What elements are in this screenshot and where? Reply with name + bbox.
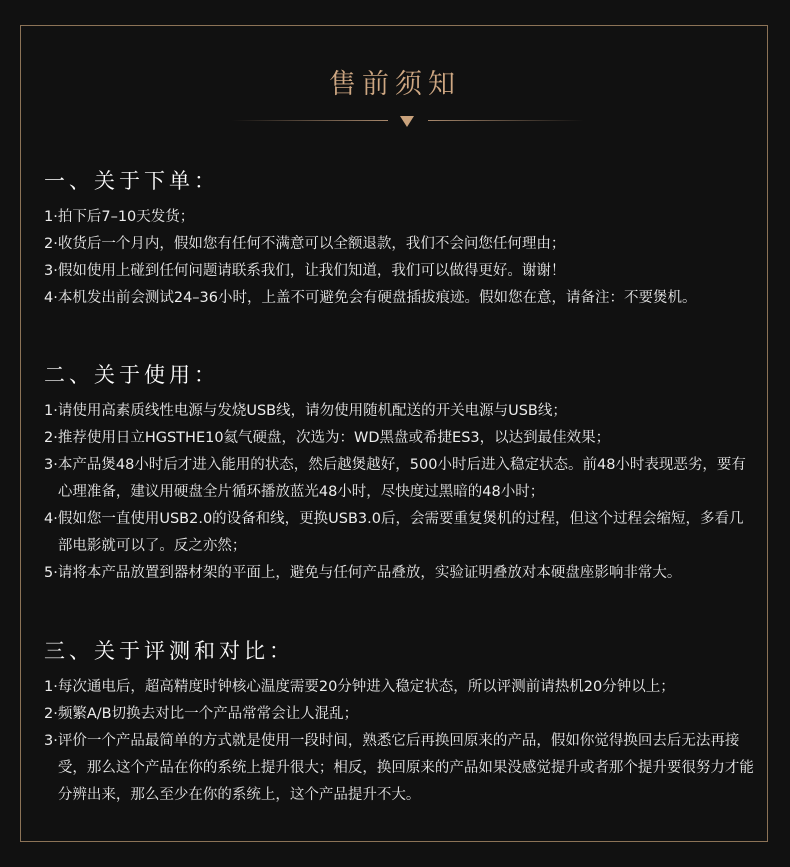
section-ordering [44, 166, 754, 312]
item-text: 本产品煲48小时后才进入能用的状态，然后越煲越好，500小时后进入稳定状态。前48小时表现恶劣，要有心理准备，建议用硬盘全片循环播放蓝光48小时，尽快度过黑暗的48小时； [57, 457, 746, 500]
page-title: 售前须知 [329, 69, 461, 100]
list-item [44, 231, 754, 258]
title-divider [0, 118, 790, 128]
item-text: 假如您一直使用USB2.0的设备和线，更换USB3.0后，会需要重复煲机的过程，但这个过程会缩短，多看几部电影就可以了。反之亦然； [57, 511, 744, 554]
item-text: 收货后一个月内，假如您有任何不满意可以全额退款，我们不会问您任何理由； [57, 236, 566, 252]
list-item [44, 560, 754, 587]
item-text: 推荐使用日立HGSTHE10氦气硬盘，次选为：WD黑盘或希捷ES3，以达到最佳效果； [57, 430, 611, 446]
divider-line-left [232, 120, 388, 121]
list-item [44, 398, 754, 425]
list-item [44, 728, 754, 809]
item-text: 假如使用上碰到任何问题请联系我们，让我们知道，我们可以做得更好。谢谢！ [57, 263, 566, 279]
item-text: 拍下后7–10天发货； [57, 209, 195, 225]
list-item [44, 204, 754, 231]
divider-line-right [428, 120, 584, 121]
item-text: 频繁A/B切换去对比一个产品常常会让人混乱； [57, 706, 359, 722]
item-number: 2· [44, 430, 58, 446]
triangle-down-icon [400, 116, 414, 127]
item-number: 4· [44, 290, 58, 306]
item-number: 1· [44, 679, 58, 695]
section-heading: 三、关于评测和对比： [44, 639, 294, 663]
list-item [44, 258, 754, 285]
list-item [44, 452, 754, 506]
item-number: 1· [44, 209, 58, 225]
section-usage [44, 360, 754, 587]
section-heading: 二、关于使用： [44, 363, 219, 387]
item-number: 2· [44, 706, 58, 722]
item-text: 评价一个产品最简单的方式就是使用一段时间，熟悉它后再换回原来的产品，假如你觉得换回去后无法再接受，那么这个产品在你的系统上提升很大；相反，换回原来的产品如果没感觉提升或者那个提升要很努力才能分辨出来，那么至少在你的系统上，这个产品提升不大。 [57, 733, 754, 803]
list-item [44, 674, 754, 701]
list-item [44, 425, 754, 452]
list-item [44, 506, 754, 560]
item-text: 请将本产品放置到器材架的平面上，避免与任何产品叠放，实验证明叠放对本硬盘座影响非常大。 [57, 565, 682, 581]
item-text: 请使用高素质线性电源与发烧USB线，请勿使用随机配送的开关电源与USB线； [57, 403, 567, 419]
item-number: 3· [44, 263, 58, 279]
item-number: 2· [44, 236, 58, 252]
item-number: 1· [44, 403, 58, 419]
section-review [44, 636, 754, 809]
item-number: 5· [44, 565, 58, 581]
item-number: 3· [44, 733, 58, 749]
list-item [44, 285, 754, 312]
list-item [44, 701, 754, 728]
item-number: 3· [44, 457, 58, 473]
section-heading: 一、关于下单： [44, 169, 219, 193]
item-text: 每次通电后，超高精度时钟核心温度需要20分钟进入稳定状态，所以评测前请热机20分钟以上； [57, 679, 675, 695]
item-number: 4· [44, 511, 58, 527]
item-text: 本机发出前会测试24–36小时，上盖不可避免会有硬盘插拔痕迹。假如您在意，请备注：不要煲机。 [57, 290, 697, 306]
